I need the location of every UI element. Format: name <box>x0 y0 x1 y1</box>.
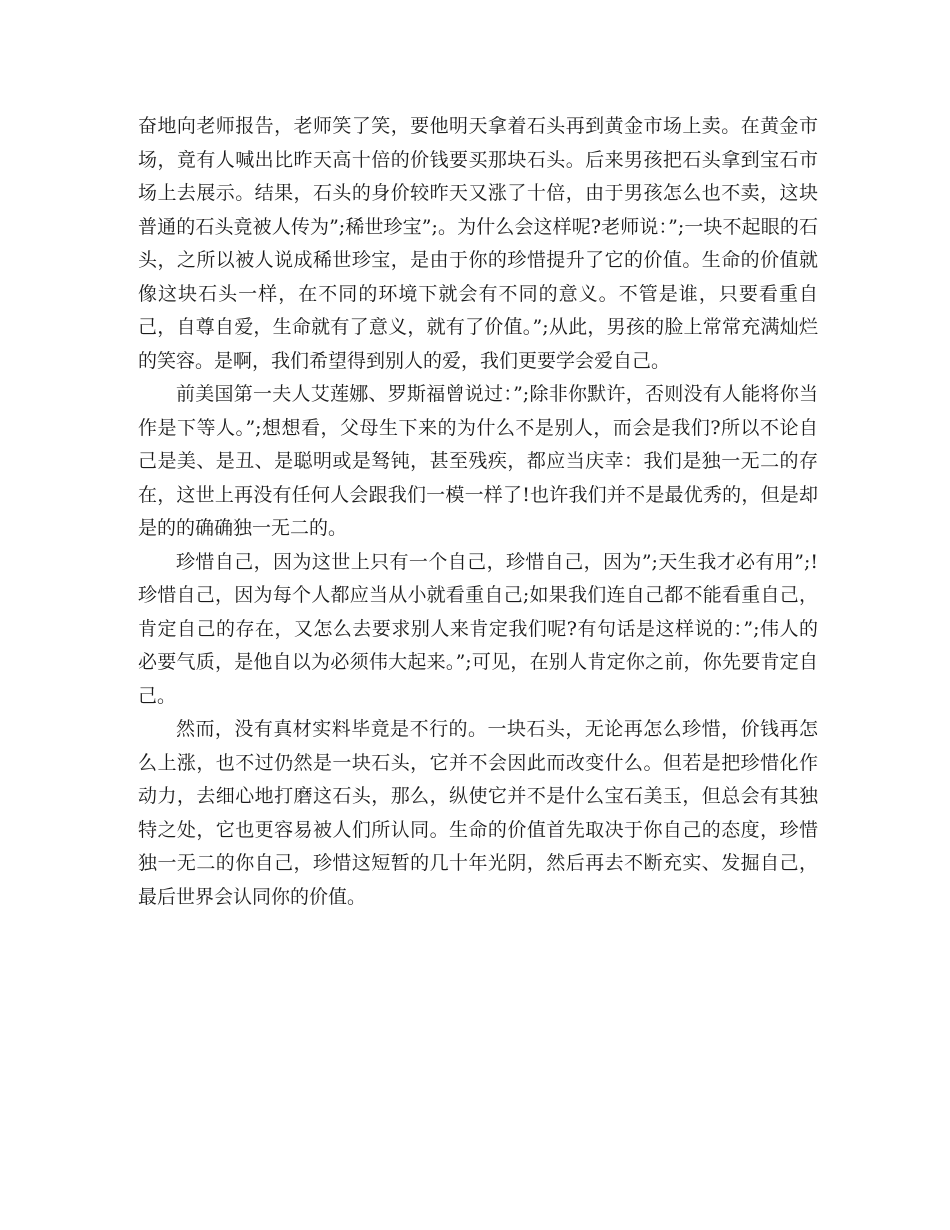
paragraph-1: 奋地向老师报告，老师笑了笑，要他明天拿着石头再到黄金市场上卖。在黄金市场，竟有人喊出比昨天高十倍的价钱要买那块石头。后来男孩把石头拿到宝石市场上去展示。结果，石头的身价较昨天又涨了十倍，由于男孩怎么也不卖，这块普通的石头竟被人传为”;稀世珍宝”;。为什么会这样呢?老师说：”;一块不起眼的石头，之所以被人说成稀世珍宝，是由于你的珍惜提升了它的价值。生命的价值就像这块石头一样，在不同的环境下就会有不同的意义。不管是谁，只要看重自己，自尊自爱，生命就有了意义，就有了价值。”;从此，男孩的脸上常常充满灿烂的笑容。是啊，我们希望得到别人的爱，我们更要学会爱自己。 <box>138 115 818 372</box>
paragraph-3: 珍惜自己，因为这世上只有一个自己，珍惜自己，因为”;天生我才必有用”;!珍惜自己，因为每个人都应当从小就看重自己;如果我们连自己都不能看重自己，肯定自己的存在，又怎么去要求别人来肯定我们呢?有句话是这样说的：”;伟人的必要气质，是他自以为必须伟大起来。”;可见，在别人肯定你之前，你先要肯定自己。 <box>138 550 818 707</box>
document-body <box>138 110 818 914</box>
paragraph-2: 前美国第一夫人艾莲娜、罗斯福曾说过：”;除非你默许，否则没有人能将你当作是下等人。”;想想看，父母生下来的为什么不是别人，而会是我们?所以不论自己是美、是丑、是聪明或是驽钝，甚至残疾，都应当庆幸：我们是独一无二的存在，这世上再没有任何人会跟我们一模一样了!也许我们并不是最优秀的，但是却是的的确确独一无二的。 <box>138 383 818 539</box>
paragraph-4: 然而，没有真材实料毕竟是不行的。一块石头，无论再怎么珍惜，价钱再怎么上涨，也不过仍然是一块石头，它并不会因此而改变什么。但若是把珍惜化作动力，去细心地打磨这石头，那么，纵使它并不是什么宝石美玉，但总会有其独特之处，它也更容易被人们所认同。生命的价值首先取决于你自己的态度，珍惜独一无二的你自己，珍惜这短暂的几十年光阴，然后再去不断充实、发掘自己，最后世界会认同你的价值。 <box>138 718 818 908</box>
